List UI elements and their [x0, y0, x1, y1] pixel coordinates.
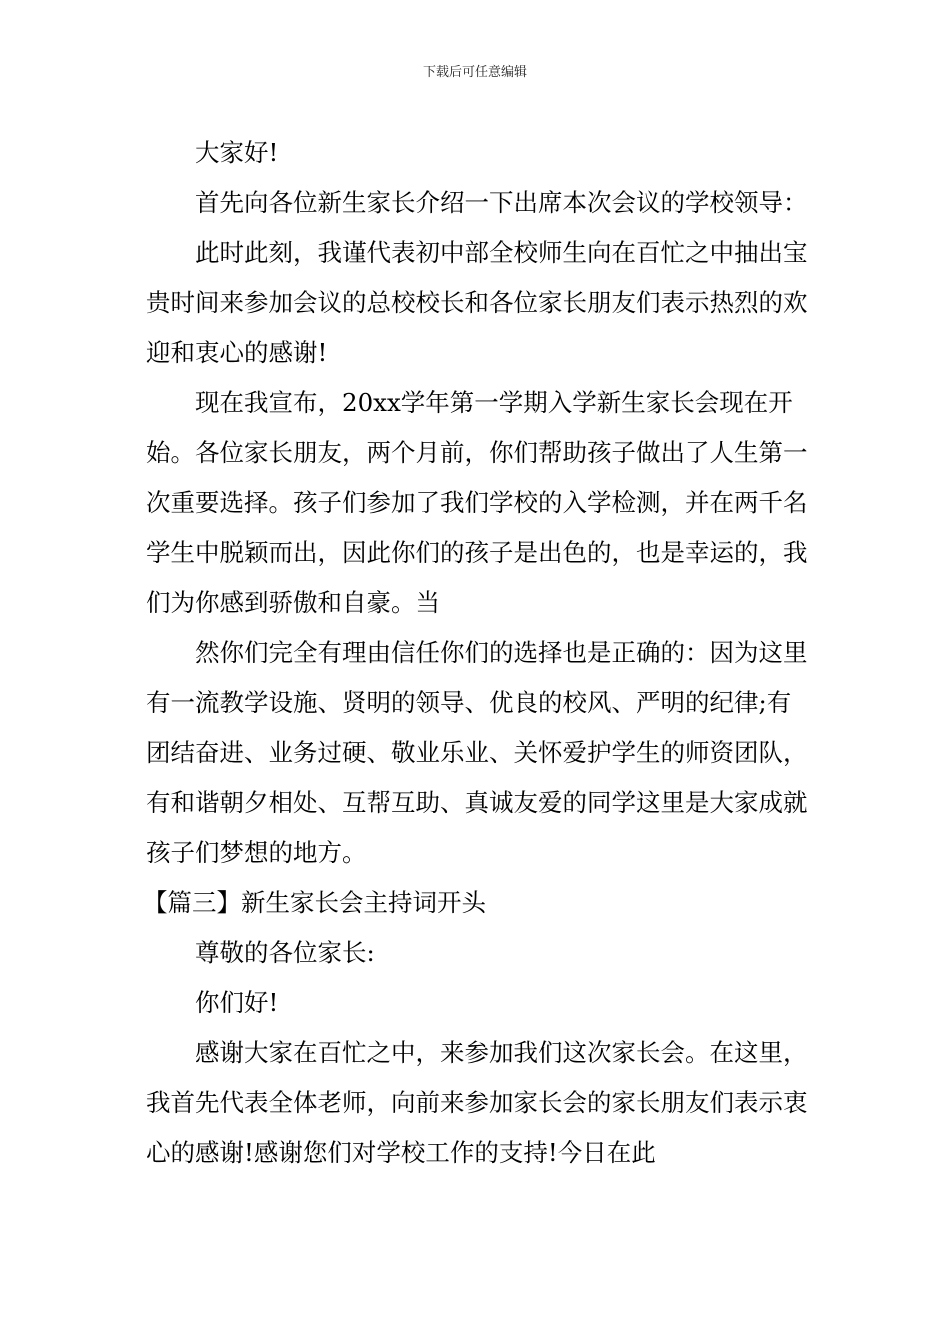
school-praise-paragraph: 然你们完全有理由信任你们的选择也是正确的：因为这里有一流教学设施、贤明的领导、优良的校风、严明的纪律;有团结奋进、业务过硬、敬业乐业、关怀爱护学生的师资团队，有和谐朝夕相处、互帮互助、真诚友爱的同学这里是大家成就孩子们梦想的地方。	[146, 638, 808, 867]
hello-paragraph: 你们好!	[195, 988, 279, 1017]
welcome-paragraph: 此时此刻，我谨代表初中部全校师生向在百忙之中抽出宝贵时间来参加会议的总校校长和各位家长朋友们表示热烈的欢迎和衷心的感谢!	[146, 238, 808, 367]
document-body	[143, 128, 810, 1178]
page-header: 下载后可任意编辑	[422, 65, 527, 80]
greeting-paragraph: 大家好!	[195, 138, 279, 167]
section-heading: 【篇三】新生家长会主持词开头	[143, 888, 486, 917]
announcement-paragraph: 现在我宣布，20xx学年第一学期入学新生家长会现在开始。各位家长朋友，两个月前，你们帮助孩子做出了人生第一次重要选择。孩子们参加了我们学校的入学检测，并在两千名学生中脱颖而出，因此你们的孩子是出色的，也是幸运的，我们为你感到骄傲和自豪。当	[146, 388, 808, 617]
thanks-paragraph: 感谢大家在百忙之中，来参加我们这次家长会。在这里，我首先代表全体老师，向前来参加家长会的家长朋友们表示衷心的感谢!感谢您们对学校工作的支持!今日在此	[146, 1038, 808, 1167]
salutation-paragraph: 尊敬的各位家长:	[195, 938, 375, 967]
introduction-paragraph: 首先向各位新生家长介绍一下出席本次会议的学校领导：	[195, 188, 808, 217]
